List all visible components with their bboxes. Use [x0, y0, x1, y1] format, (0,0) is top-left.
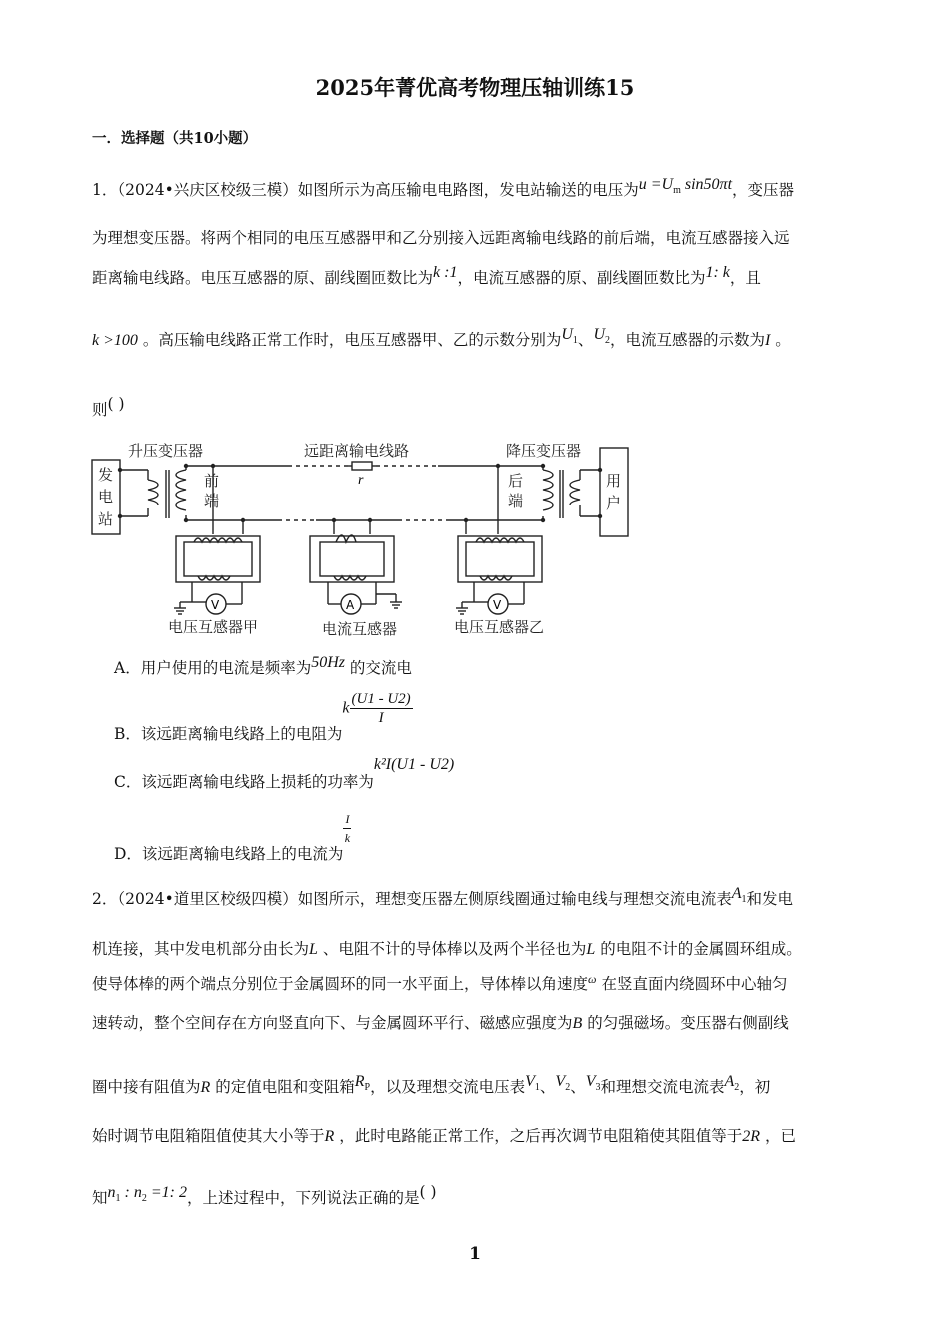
- option-b-k: k: [342, 699, 350, 717]
- q2-sep: 、: [539, 1078, 556, 1096]
- q2-text: 在竖直面内绕圆环中心轴匀: [601, 975, 788, 993]
- q2-line-2: [92, 937, 802, 959]
- q1-option-c: [114, 752, 455, 791]
- user-label-2: 户: [606, 494, 622, 512]
- vt-a-caption: 电压互感器甲: [168, 618, 259, 636]
- option-b-fraction: $\frac{(U1 - U2)}{I}$: [351, 691, 411, 726]
- q1-source: （2024•兴庆区校级三模）: [117, 181, 298, 199]
- q2-A2: $A_2$: [724, 1073, 740, 1093]
- q2-line-7: [92, 1183, 437, 1208]
- q1-U1: $U_1$: [561, 326, 578, 346]
- plant-label-3: 站: [98, 510, 114, 528]
- line-label: 远距离输电线路: [304, 442, 410, 460]
- q2-text: 和发电: [746, 890, 794, 908]
- q2-V1: $V_1$: [525, 1073, 540, 1093]
- q2-V3: $V_3$: [585, 1073, 601, 1093]
- q2-line-4: [92, 1011, 789, 1033]
- q1-ratio-vt: k :1: [433, 264, 458, 281]
- line-resistor: [352, 462, 372, 470]
- q1-sep: 、: [577, 331, 594, 349]
- front-label-1: 前: [204, 472, 220, 490]
- q2-text: 和理想交流电流表: [600, 1078, 725, 1096]
- q2-text: 的定值电阻和变阻箱: [215, 1078, 355, 1096]
- q2-L: L: [309, 941, 318, 958]
- q2-text: 使导体棒的两个端点分别位于金属圆环的同一水平面上，导体棒以角速度: [92, 975, 589, 993]
- q1-k-condition: k >100: [92, 332, 138, 349]
- q2-line-1: [92, 887, 793, 909]
- q2-text: ，已: [764, 1127, 796, 1145]
- q1-I: I: [765, 332, 771, 349]
- q2-V2: $V_2$: [555, 1073, 571, 1093]
- q2-text: ，初: [739, 1078, 771, 1096]
- q2-turns-ratio: $n_1$ : $n_2 =1$: 2: [107, 1184, 187, 1204]
- voltmeter-b-symbol: V: [493, 598, 502, 612]
- q1-option-d: [114, 810, 351, 863]
- plant-label-1: 发: [98, 466, 114, 484]
- q2-R: R: [324, 1128, 335, 1145]
- q2-text: 的电阻不计的金属圆环组成。: [600, 940, 802, 958]
- q2-text: ，上述过程中，下列说法正确的是: [186, 1189, 420, 1207]
- q2-R: R: [200, 1079, 211, 1096]
- q2-omega: ω: [588, 972, 597, 986]
- transmission-circuit-figure: [88, 434, 633, 644]
- q1-line-4: [92, 328, 791, 350]
- q2-text: 机连接，其中发电机部分由长为: [92, 940, 310, 958]
- q1-text: 距离输电线路。电压互感器的原、副线圈匝数比为: [92, 269, 434, 287]
- q2-text: ，以及理想交流电压表: [370, 1078, 526, 1096]
- q2-sep: 、: [570, 1078, 586, 1096]
- plant-label-2: 电: [98, 488, 114, 506]
- q1-ratio-ct: 1: k: [705, 264, 730, 281]
- vt-b-caption: 电压互感器乙: [454, 618, 545, 636]
- q1-text: 。: [775, 331, 791, 349]
- q2-A1: $A_1$: [731, 885, 747, 905]
- q2-Rp: $R_P$: [354, 1073, 371, 1093]
- option-b-text: B．该远距离输电线路上的电阻为: [114, 724, 343, 743]
- option-d-fraction: $\frac{I}{k}$: [344, 812, 351, 845]
- q2-L: L: [586, 941, 596, 958]
- q1-answer-blank: ( ): [107, 395, 125, 413]
- resistor-r-label: r: [358, 473, 364, 488]
- q2-line-3: [92, 972, 787, 994]
- step-down-label: 降压变压器: [506, 442, 582, 460]
- back-label-2: 端: [508, 492, 524, 510]
- ammeter-symbol: A: [346, 598, 355, 612]
- ct-caption: 电流互感器: [322, 620, 398, 638]
- q1-text: ，且: [729, 269, 761, 287]
- q1-text: ，电流互感器的示数为: [610, 331, 766, 349]
- q1-number: 1．: [92, 181, 118, 199]
- q1-line-2: 为理想变压器。将两个相同的电压互感器甲和乙分别接入远距离输电线路的前后端，电流互感器接入远: [92, 229, 790, 247]
- q2-B: B: [572, 1015, 583, 1032]
- q2-text: 速转动，整个空间存在方向竖直向下、与金属圆环平行、磁感应强度为: [92, 1014, 573, 1032]
- user-box: [600, 448, 628, 536]
- page-number: 1: [469, 1244, 481, 1264]
- front-label-2: 端: [204, 492, 220, 510]
- voltmeter-a-symbol: V: [211, 598, 220, 612]
- q2-text: 的匀强磁场。变压器右侧副线: [587, 1014, 789, 1032]
- user-label-1: 用: [606, 472, 622, 490]
- q2-line-5: [92, 1075, 770, 1097]
- q1-option-b: [114, 690, 413, 743]
- q2-text: ，此时电路能正常工作，之后再次调节电阻箱使其阻值等于: [339, 1127, 743, 1145]
- option-c-text: C．该远距离输电线路上损耗的功率为: [114, 773, 374, 791]
- q2-number: 2．: [92, 890, 118, 908]
- q2-source: （2024•道里区校级四模）: [117, 890, 298, 908]
- q2-text: 知: [92, 1189, 108, 1207]
- q1-text: 如图所示为高压输电电路图，发电站输送的电压为: [297, 181, 639, 199]
- q2-line-6: [92, 1124, 796, 1146]
- q1-text: 则: [92, 401, 108, 419]
- option-a-text: A．用户使用的电流是频率为: [114, 659, 312, 677]
- page-title: 2025年菁优高考物理压轴训练15: [315, 75, 635, 100]
- option-a-tail: 的交流电: [349, 659, 412, 677]
- q1-line-1: [92, 178, 794, 200]
- back-label-1: 后: [508, 472, 524, 490]
- q2-text: 始时调节电阻箱阻值使其大小等于: [92, 1127, 325, 1145]
- q1-text: ，电流互感器的原、副线圈匝数比为: [457, 269, 706, 287]
- q1-text: ，变压器: [732, 181, 795, 199]
- q1-U2: $U_2$: [593, 326, 610, 346]
- section-heading: 一．选择题（共10小题）: [92, 130, 258, 147]
- q1-line-3: [92, 266, 761, 288]
- q1-text: 。高压输电线路正常工作时，电压互感器甲、乙的示数分别为: [142, 331, 562, 349]
- q2-text: 、电阻不计的导体棒以及两个半径也为: [322, 940, 587, 958]
- option-d-text: D．该远距离输电线路上的电流为: [114, 844, 344, 863]
- ct-box: [310, 536, 394, 582]
- q1-option-a: [114, 656, 412, 678]
- q2-2R: 2R: [742, 1128, 761, 1145]
- option-c-eq: k²I(U1 - U2): [373, 756, 455, 773]
- option-a-eq: 50Hz: [311, 654, 345, 671]
- step-up-label: 升压变压器: [128, 442, 204, 460]
- q1-voltage-eq: $u =U_m$ sin50πt: [638, 176, 733, 196]
- q2-text: 如图所示，理想变压器左侧原线圈通过输电线与理想交流电流表: [297, 890, 732, 908]
- q2-text: 圈中接有阻值为: [92, 1078, 201, 1096]
- q2-answer-blank: ( ): [419, 1183, 437, 1201]
- q1-line-5: [92, 395, 125, 420]
